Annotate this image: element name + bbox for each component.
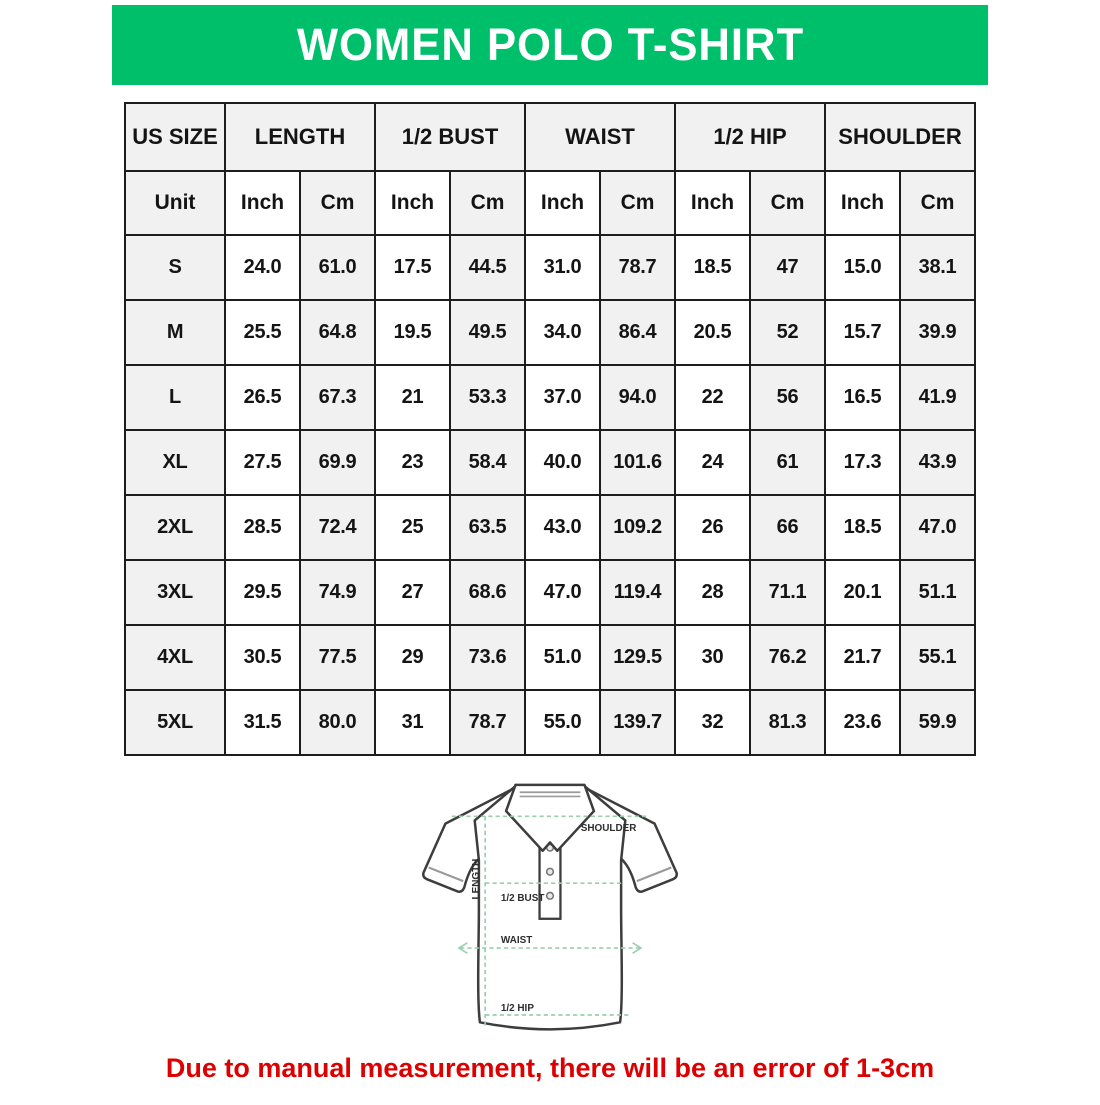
inch-value-cell: 29 (375, 625, 450, 690)
inch-value-cell: 34.0 (525, 300, 600, 365)
inch-value-cell: 43.0 (525, 495, 600, 560)
table-row (125, 560, 975, 625)
inch-value-cell: 18.5 (825, 495, 900, 560)
inch-value-cell: 20.5 (675, 300, 750, 365)
size-cell: 2XL (125, 495, 225, 560)
button-icon (547, 868, 554, 875)
size-chart-table (124, 102, 976, 756)
cm-header-cell: Cm (750, 171, 825, 235)
cm-value-cell: 61.0 (300, 235, 375, 300)
cm-value-cell: 68.6 (450, 560, 525, 625)
size-cell: 3XL (125, 560, 225, 625)
cm-value-cell: 55.1 (900, 625, 975, 690)
inch-value-cell: 27 (375, 560, 450, 625)
size-cell: S (125, 235, 225, 300)
size-cell: M (125, 300, 225, 365)
inch-value-cell: 55.0 (525, 690, 600, 755)
col-header-half-hip: 1/2 HIP (675, 103, 825, 171)
inch-value-cell: 21 (375, 365, 450, 430)
inch-header-cell: Inch (525, 171, 600, 235)
size-cell: 5XL (125, 690, 225, 755)
inch-value-cell: 26.5 (225, 365, 300, 430)
cm-value-cell: 38.1 (900, 235, 975, 300)
inch-header-cell: Inch (375, 171, 450, 235)
inch-value-cell: 31.5 (225, 690, 300, 755)
unit-header-row (125, 171, 975, 235)
cm-value-cell: 44.5 (450, 235, 525, 300)
inch-value-cell: 26 (675, 495, 750, 560)
col-header-half-bust: 1/2 BUST (375, 103, 525, 171)
cm-value-cell: 72.4 (300, 495, 375, 560)
table-row (125, 430, 975, 495)
inch-value-cell: 21.7 (825, 625, 900, 690)
inch-value-cell: 47.0 (525, 560, 600, 625)
table-row (125, 495, 975, 560)
inch-value-cell: 20.1 (825, 560, 900, 625)
cm-value-cell: 129.5 (600, 625, 675, 690)
cm-value-cell: 77.5 (300, 625, 375, 690)
inch-header-cell: Inch (825, 171, 900, 235)
inch-header-cell: Inch (225, 171, 300, 235)
cm-value-cell: 78.7 (450, 690, 525, 755)
cm-value-cell: 64.8 (300, 300, 375, 365)
size-table-body (125, 235, 975, 755)
inch-value-cell: 31.0 (525, 235, 600, 300)
cm-value-cell: 53.3 (450, 365, 525, 430)
cm-value-cell: 49.5 (450, 300, 525, 365)
table-row (125, 690, 975, 755)
inch-value-cell: 32 (675, 690, 750, 755)
col-header-shoulder: SHOULDER (825, 103, 975, 171)
cm-header-cell: Cm (600, 171, 675, 235)
cm-value-cell: 76.2 (750, 625, 825, 690)
inch-value-cell: 30.5 (225, 625, 300, 690)
inch-value-cell: 31 (375, 690, 450, 755)
cm-value-cell: 51.1 (900, 560, 975, 625)
inch-value-cell: 25.5 (225, 300, 300, 365)
cm-value-cell: 41.9 (900, 365, 975, 430)
inch-value-cell: 24 (675, 430, 750, 495)
page-title: WOMEN POLO T-SHIRT (296, 19, 804, 70)
col-header-waist: WAIST (525, 103, 675, 171)
cm-value-cell: 74.9 (300, 560, 375, 625)
measurement-disclaimer: Due to manual measurement, there will be an error of 1-3cm (165, 1053, 935, 1083)
cm-value-cell: 39.9 (900, 300, 975, 365)
cm-value-cell: 101.6 (600, 430, 675, 495)
title-banner (112, 5, 988, 85)
cm-value-cell: 73.6 (450, 625, 525, 690)
inch-value-cell: 25 (375, 495, 450, 560)
diagram-label-length: LENGTH (470, 858, 482, 900)
cm-value-cell: 119.4 (600, 560, 675, 625)
cm-value-cell: 80.0 (300, 690, 375, 755)
inch-value-cell: 27.5 (225, 430, 300, 495)
unit-header-cell: Unit (125, 171, 225, 235)
inch-value-cell: 30 (675, 625, 750, 690)
size-cell: 4XL (125, 625, 225, 690)
cm-value-cell: 43.9 (900, 430, 975, 495)
cm-header-cell: Cm (300, 171, 375, 235)
cm-value-cell: 86.4 (600, 300, 675, 365)
col-header-us-size: US SIZE (125, 103, 225, 171)
cm-value-cell: 47.0 (900, 495, 975, 560)
inch-value-cell: 15.7 (825, 300, 900, 365)
cm-value-cell: 139.7 (600, 690, 675, 755)
cm-value-cell: 78.7 (600, 235, 675, 300)
cm-value-cell: 94.0 (600, 365, 675, 430)
cm-value-cell: 66 (750, 495, 825, 560)
cm-value-cell: 81.3 (750, 690, 825, 755)
cm-value-cell: 71.1 (750, 560, 825, 625)
diagram-label-shoulder: SHOULDER (580, 822, 637, 834)
table-row (125, 235, 975, 300)
inch-value-cell: 19.5 (375, 300, 450, 365)
cm-value-cell: 52 (750, 300, 825, 365)
inch-value-cell: 51.0 (525, 625, 600, 690)
inch-value-cell: 24.0 (225, 235, 300, 300)
table-row (125, 300, 975, 365)
cm-value-cell: 61 (750, 430, 825, 495)
table-row (125, 625, 975, 690)
inch-value-cell: 17.5 (375, 235, 450, 300)
table-row (125, 365, 975, 430)
cm-header-cell: Cm (450, 171, 525, 235)
cm-value-cell: 58.4 (450, 430, 525, 495)
diagram-label-waist: WAIST (500, 934, 533, 946)
size-cell: L (125, 365, 225, 430)
button-icon (547, 892, 554, 899)
diagram-label-bust: 1/2 BUST (500, 893, 545, 904)
cm-value-cell: 59.9 (900, 690, 975, 755)
inch-value-cell: 15.0 (825, 235, 900, 300)
inch-value-cell: 40.0 (525, 430, 600, 495)
inch-value-cell: 23 (375, 430, 450, 495)
inch-value-cell: 37.0 (525, 365, 600, 430)
cm-value-cell: 109.2 (600, 495, 675, 560)
inch-value-cell: 22 (675, 365, 750, 430)
diagram-label-hip: 1/2 HIP (500, 1002, 534, 1014)
inch-value-cell: 28 (675, 560, 750, 625)
cm-value-cell: 67.3 (300, 365, 375, 430)
cm-value-cell: 47 (750, 235, 825, 300)
inch-header-cell: Inch (675, 171, 750, 235)
cm-value-cell: 56 (750, 365, 825, 430)
inch-value-cell: 17.3 (825, 430, 900, 495)
cm-value-cell: 63.5 (450, 495, 525, 560)
group-header-row (125, 103, 975, 171)
size-cell: XL (125, 430, 225, 495)
cm-header-cell: Cm (900, 171, 975, 235)
inch-value-cell: 28.5 (225, 495, 300, 560)
inch-value-cell: 16.5 (825, 365, 900, 430)
inch-value-cell: 23.6 (825, 690, 900, 755)
inch-value-cell: 29.5 (225, 560, 300, 625)
polo-shirt-diagram (414, 764, 686, 1043)
inch-value-cell: 18.5 (675, 235, 750, 300)
col-header-length: LENGTH (225, 103, 375, 171)
cm-value-cell: 69.9 (300, 430, 375, 495)
